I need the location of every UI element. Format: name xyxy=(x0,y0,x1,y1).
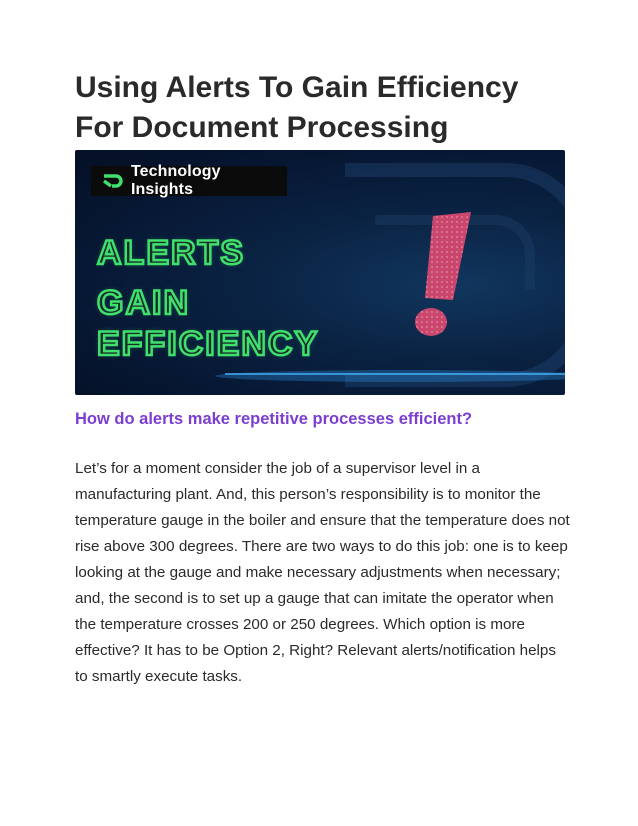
exclamation-mark-icon xyxy=(415,212,471,336)
banner-word-efficiency: EFFICIENCY xyxy=(97,325,320,363)
section-heading: How do alerts make repetitive processes efficient? xyxy=(75,410,473,428)
hero-banner-image xyxy=(75,150,565,395)
technology-insights-logo xyxy=(91,163,287,198)
logo-text: Technology Insights xyxy=(130,163,221,198)
logo-mark-icon xyxy=(101,172,123,190)
page-title: Using Alerts To Gain Efficiency For Document Processing xyxy=(75,71,519,144)
banner-word-gain: GAIN xyxy=(97,284,190,322)
body-paragraph: Let’s for a moment consider the job of a supervisor level in a manufacturing plant. And, this person’s responsibility is to monitor the temperature gauge in the boiler and ensure that the temperature does not rise above 300 degrees. There are two ways to do this job: one is to keep looking at the gauge and make necessary adjustments when necessary; and, the second is to set up a gauge that can imitate the operator when the temperature crosses 200 or 250 degrees. Which option is more effective? It has to be Option 2, Right? Relevant alerts/notification helps to smartly execute tasks. xyxy=(75,460,570,685)
banner-word-alerts: ALERTS xyxy=(97,234,245,272)
